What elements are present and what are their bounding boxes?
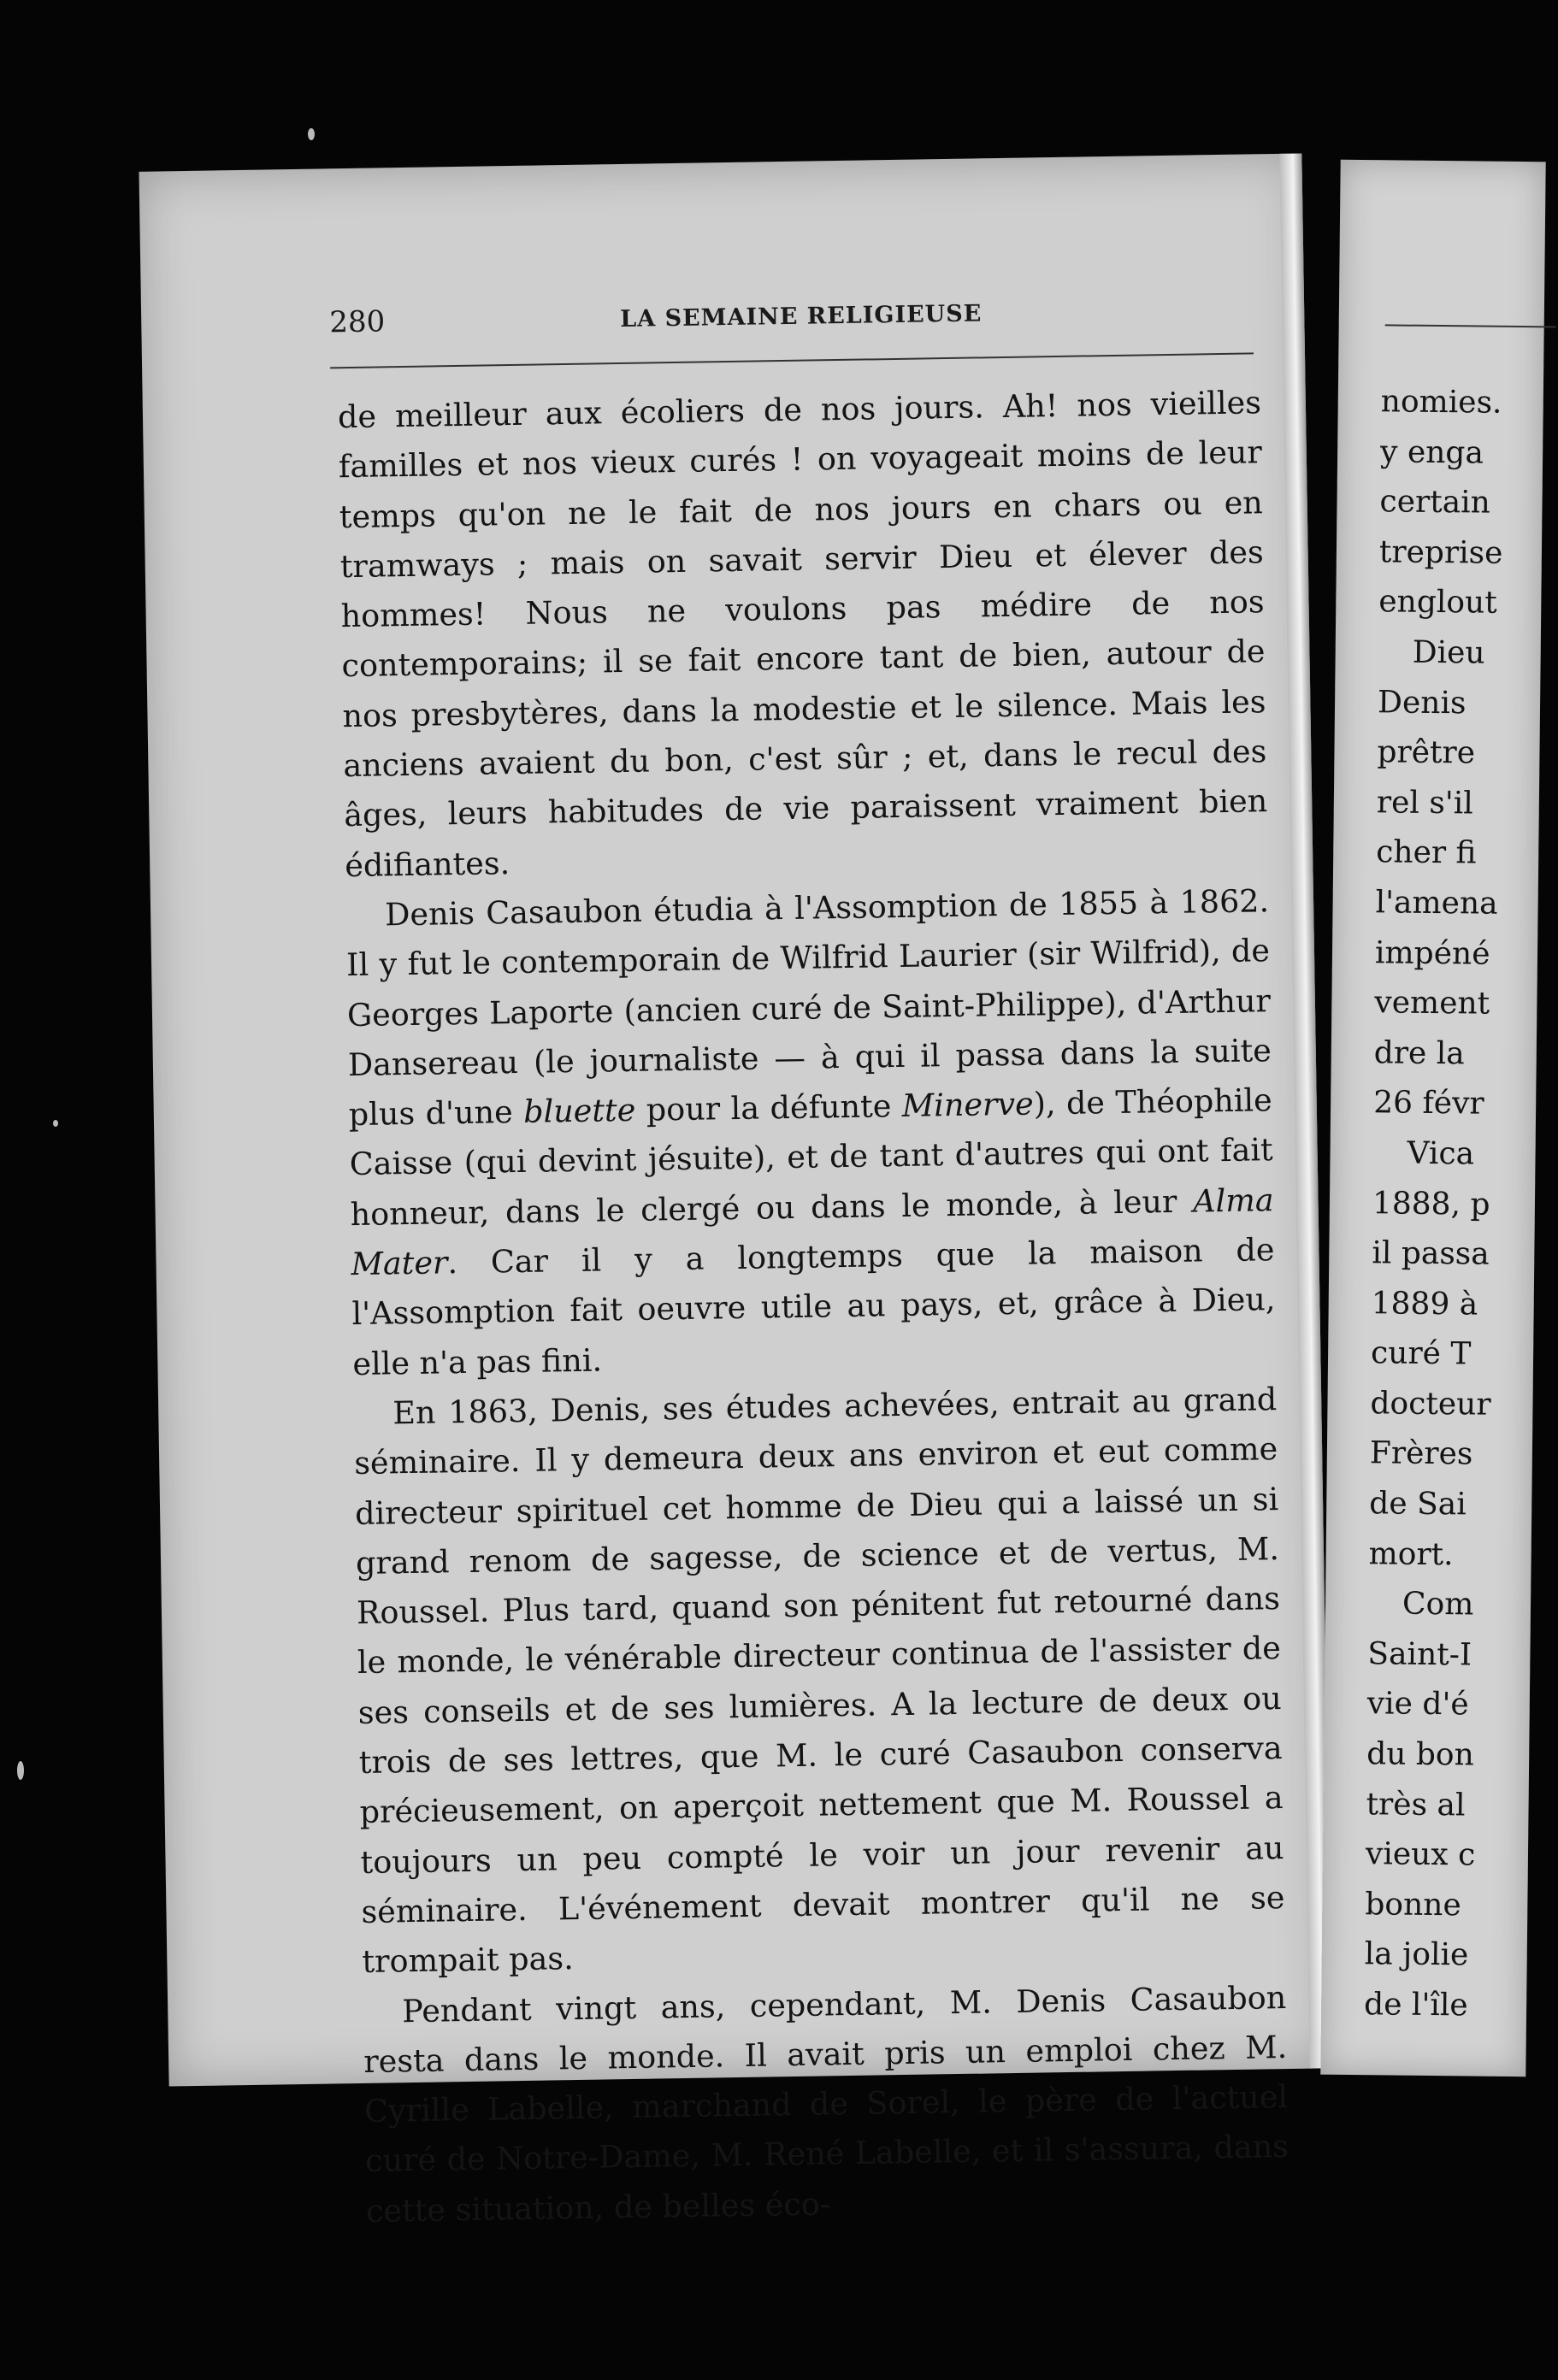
right-page-line: la jolie xyxy=(1364,1936,1469,1973)
right-page-line: cher fi xyxy=(1376,834,1477,871)
scan-speck xyxy=(53,1120,58,1127)
right-page-line: certain xyxy=(1379,484,1491,521)
right-page-line: Com xyxy=(1402,1586,1474,1623)
left-page xyxy=(139,153,1331,2230)
right-page-line: vement xyxy=(1374,985,1490,1022)
right-page-line: 1888, p xyxy=(1372,1185,1490,1222)
scan-speck xyxy=(17,1761,24,1780)
right-page xyxy=(1320,160,1545,2077)
right-page-line: il passa xyxy=(1372,1235,1490,1272)
right-page-line: impéné xyxy=(1374,934,1490,972)
right-page-line: vie d'é xyxy=(1366,1686,1469,1723)
right-page-line: Dieu xyxy=(1412,634,1485,671)
paragraph-2 xyxy=(345,876,1277,1389)
paragraph-1: de meilleur aux écoliers de nos jours. Ah! nos vieilles familles et nos vieux curés ! on voyageait moins de leur temps qu'on ne le fait de nos jours en chars ou en tramways ; mais on savait servir Dieu et élever des hommes! Nous ne voulons pas médire de nos contemporains; il se fait encore tant de bien, autour de nos presbytères, dans la modestie et le silence. Mais les anciens avaient du bon, c'est sûr ; et, dans le recul des âges, leurs habitudes de vie paraissent vraiment bien édifiantes. xyxy=(337,384,1268,884)
paragraph-3: En 1863, Denis, ses études achevées, entrait au grand séminaire. Il y demeura deux ans environ et eut comme directeur spirituel cet homme de Dieu qui a laissé un si grand renom de sagesse, de science et de vertus, M. Roussel. Plus tard, quand son pénitent fut retourné dans le monde, le vénérable directeur continua de l'assister de ses conseils et de ses lumières. A la lecture de deux ou trois de ses lettres, que M. le curé Casaubon conserva précieusement, on aperçoit nettement que M. Roussel a toujours un peu compté le voir un jour revenir au séminaire. L'événement devait montrer qu'il ne se trompait pas. xyxy=(353,1381,1285,1981)
right-page-line: englout xyxy=(1378,584,1497,622)
right-page-line: Saint-I xyxy=(1367,1636,1472,1673)
right-page-line: de l'île xyxy=(1363,1987,1468,2024)
right-page-text xyxy=(1364,377,1505,2031)
page-number: 280 xyxy=(328,304,386,340)
body-text xyxy=(338,378,1290,2236)
right-page-line: y enga xyxy=(1379,433,1484,471)
right-page-line: l'amena xyxy=(1375,885,1498,922)
right-page-line: nomies. xyxy=(1380,384,1502,421)
right-page-line: Frères xyxy=(1369,1435,1473,1472)
right-page-line: vieux c xyxy=(1365,1836,1476,1873)
italic-minerve: Minerve xyxy=(901,1085,1034,1125)
page-header xyxy=(329,291,1271,356)
right-page-line: rel s'il xyxy=(1376,785,1473,822)
right-page-line: curé T xyxy=(1370,1335,1472,1372)
right-page-line: treprise xyxy=(1378,534,1503,571)
italic-bluette: bluette xyxy=(522,1091,636,1131)
paragraph-2-text-a: Denis Casaubon étudia à l'Assomption de 1855 à 1862. Il y fut le contemporain de Wilfrid Laurier (sir Wilfrid), de Georges Laporte (ancien curé de Saint-Philippe), d'Arthur Dansereau (le journaliste — à qui il passa dans la suite plus d'une xyxy=(345,882,1272,1134)
right-page-line: mort. xyxy=(1368,1535,1454,1572)
paragraph-2-text-d: . Car il y a longtemps que la maison de l'Assomption fait oeuvre utile au pays, et, grâce à Dieu, elle n'a pas fini. xyxy=(351,1231,1276,1382)
right-page-line: bonne xyxy=(1365,1887,1461,1923)
paragraph-2-text-b: pour la défunte xyxy=(634,1087,903,1128)
right-page-line: Denis xyxy=(1377,684,1467,721)
right-page-line: dre la xyxy=(1373,1034,1465,1072)
right-page-line: de Sai xyxy=(1369,1486,1467,1523)
right-page-line: très al xyxy=(1366,1786,1466,1823)
scan-speck xyxy=(308,128,315,140)
right-page-line: 1889 à xyxy=(1371,1285,1478,1323)
right-header-rule xyxy=(1385,324,1556,327)
paragraph-4: Pendant vingt ans, cependant, M. Denis Casaubon resta dans le monde. Il avait pris un emploi chez M. Cyrille Labelle, marchand de Sorel, le père de l'actuel curé de Notre-Dame, M. René Labelle, et il s'assura, dans cette situation, de belles éco- xyxy=(363,1978,1289,2230)
paragraph-2-text-c: ), de Théophile Caisse (qui devint jésuite), et de tant d'autres qui ont fait honneur, dans le clergé ou dans le monde, à leur xyxy=(349,1081,1273,1233)
header-rule xyxy=(330,352,1254,368)
right-page-line: du bon xyxy=(1366,1736,1474,1773)
right-page-line: prêtre xyxy=(1377,734,1476,771)
italic-alma-mater: Alma Mater xyxy=(351,1181,1274,1283)
right-page-line: 26 févr xyxy=(1372,1085,1484,1122)
right-page-line: docteur xyxy=(1370,1386,1491,1423)
right-page-line: Vica xyxy=(1407,1135,1475,1172)
running-head: LA SEMAINE RELIGIEUSE xyxy=(620,300,983,333)
